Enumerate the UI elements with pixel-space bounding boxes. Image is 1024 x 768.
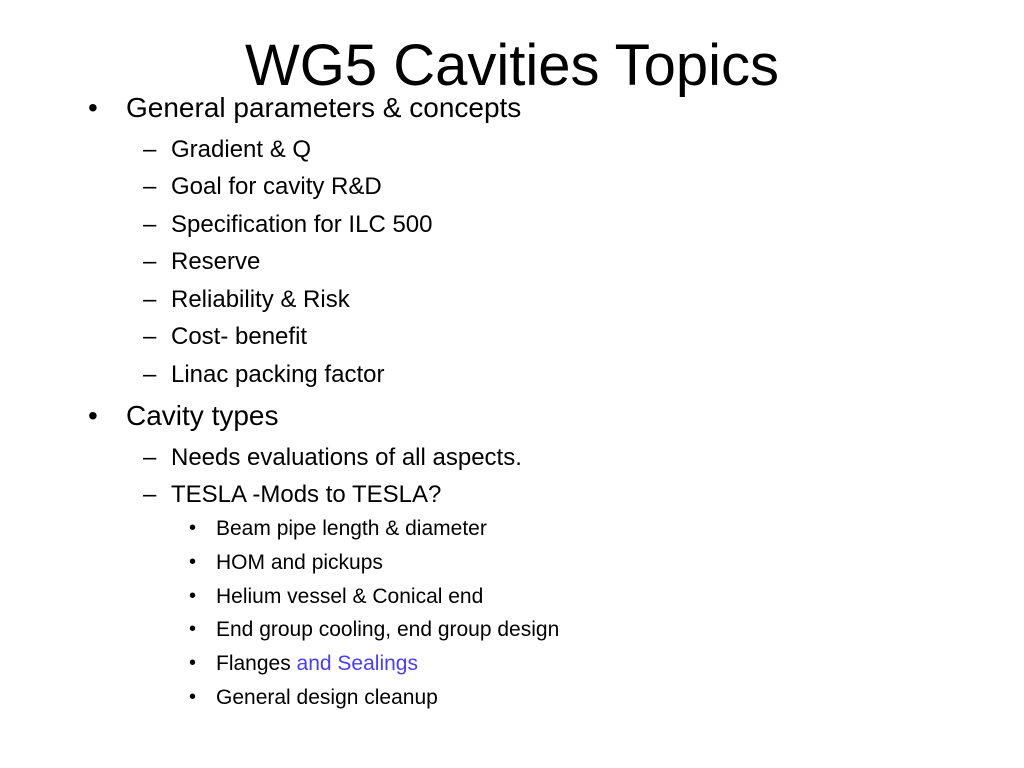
bullet-marker: •: [88, 400, 98, 431]
bullet-marker: •: [189, 686, 197, 708]
item-text: TESLA -Mods to TESLA?: [171, 481, 442, 508]
bullet-marker: •: [189, 618, 197, 640]
item-text: Reserve: [171, 248, 261, 275]
dash-marker: –: [143, 173, 157, 200]
item-text: Linac packing factor: [171, 361, 385, 388]
item-text: Reliability & Risk: [171, 286, 350, 313]
dash-marker: –: [143, 211, 157, 238]
subitem-text: HOM and pickups: [216, 551, 383, 574]
dash-marker: –: [143, 361, 157, 388]
bullet-marker: •: [189, 551, 197, 573]
dash-marker: –: [143, 444, 157, 471]
dash-marker: –: [143, 136, 157, 163]
subitem-text: End group cooling, end group design: [216, 618, 560, 641]
subitem-text: [216, 652, 418, 676]
dash-marker: –: [143, 248, 157, 275]
subitem-text: Helium vessel & Conical end: [216, 585, 484, 608]
dash-marker: –: [143, 323, 157, 350]
item-text: Goal for cavity R&D: [171, 173, 382, 200]
item-text: Specification for ILC 500: [171, 211, 433, 238]
bullet-marker: •: [189, 652, 197, 674]
subitem-accent-text: and Sealings: [296, 652, 418, 675]
subitem-plain-text: Flanges: [216, 652, 297, 675]
item-text: Cost- benefit: [171, 323, 308, 350]
subitem-text: General design cleanup: [216, 686, 438, 709]
bullet-marker: •: [189, 585, 197, 607]
dash-marker: –: [143, 286, 157, 313]
item-text: Gradient & Q: [171, 136, 312, 163]
section-heading: General parameters & concepts: [126, 92, 522, 123]
section-heading: Cavity types: [126, 400, 279, 431]
bullet-marker: •: [88, 92, 98, 123]
slide-title: WG5 Cavities Topics: [245, 33, 779, 98]
item-text: Needs evaluations of all aspects.: [171, 444, 522, 471]
dash-marker: –: [143, 481, 157, 508]
bullet-marker: •: [189, 517, 197, 539]
subitem-text: Beam pipe length & diameter: [216, 517, 487, 540]
